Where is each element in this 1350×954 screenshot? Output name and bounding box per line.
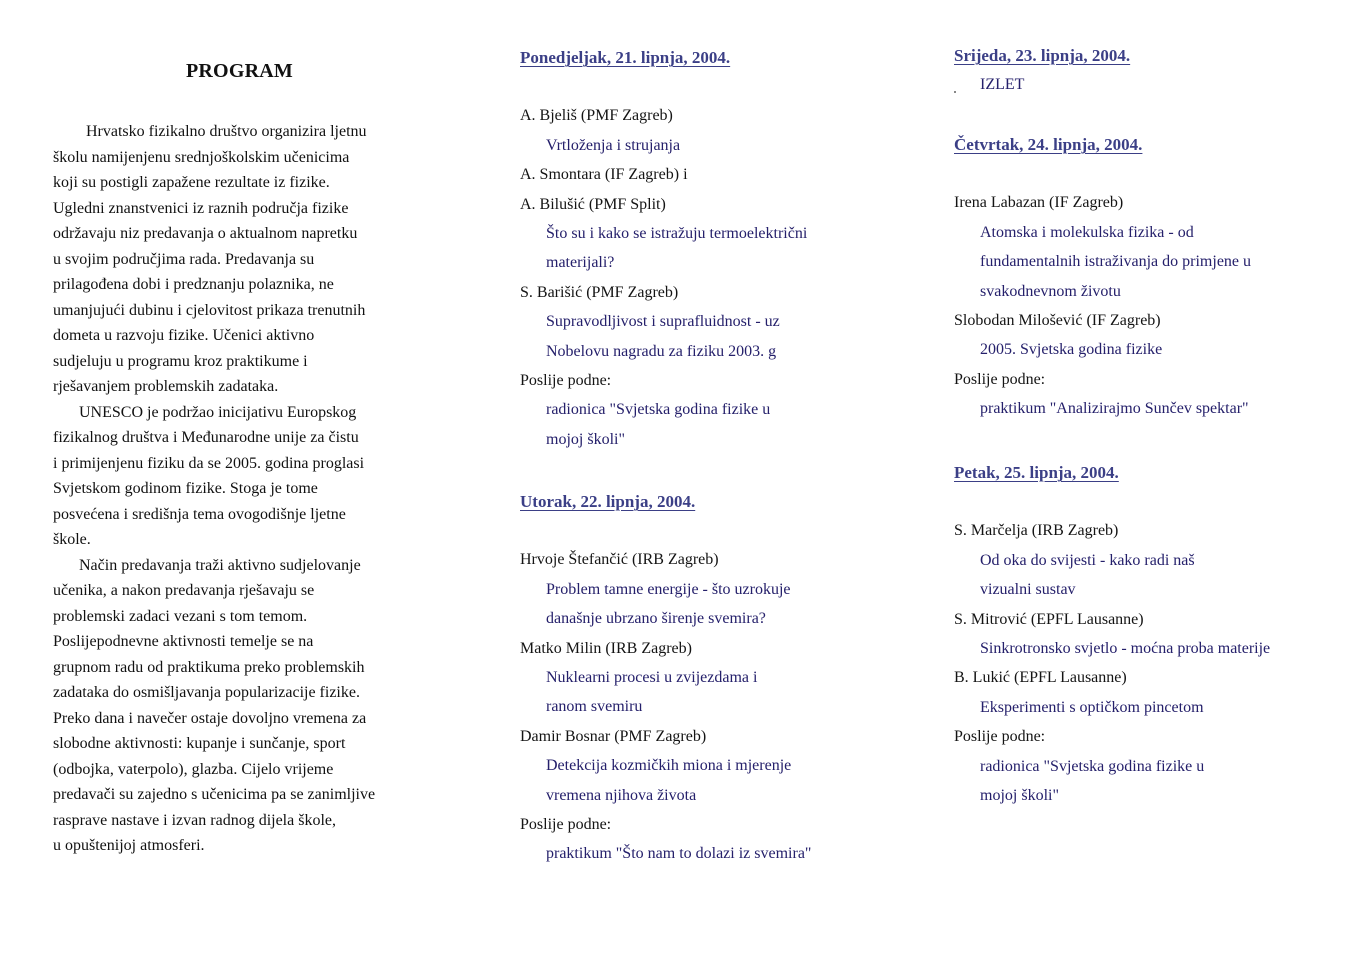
afternoon-label: Poslije podne:: [520, 371, 612, 389]
intro-line: Ugledni znanstvenici iz raznih područja fizike: [53, 199, 349, 217]
intro-line: sudjeluju u programu kroz praktikume i: [53, 352, 308, 370]
day-monday: [520, 43, 880, 454]
day-thursday: [954, 130, 1334, 424]
intro-line: dometa u razvoju fizike. Učenici aktivno: [53, 327, 315, 344]
intro-line: Svjetskom godinom fizike. Stoga je tome: [53, 480, 318, 497]
talk-title: mojoj školi": [980, 786, 1059, 804]
day-heading: Petak, 25. lipnja, 2004.: [954, 463, 1119, 482]
talk-title: vizualni sustav: [980, 581, 1076, 599]
talk-title: praktikum "Što nam to dolazi iz svemira": [546, 845, 812, 863]
talk-title: Nobelovu nagradu za fiziku 2003. g: [546, 342, 777, 360]
day-wednesday: [954, 41, 1334, 99]
talk-title: Vrtloženja i strujanja: [546, 136, 681, 154]
intro-line: Poslijepodnevne aktivnosti temelje se na: [53, 633, 314, 650]
talk-title: Eksperimenti s optičkom pincetom: [980, 698, 1204, 716]
talk-title: Detekcija kozmičkih miona i mjerenje: [546, 757, 792, 775]
intro-line: učenika, a nakon predavanja rješavaju se: [53, 582, 315, 599]
intro-line: škole.: [53, 531, 91, 548]
intro-line: (odbojka, vaterpolo), glazba. Cijelo vrijeme: [53, 760, 334, 778]
speaker-name: Hrvoje Štefančić (IRB Zagreb): [520, 551, 719, 569]
day-heading: Utorak, 22. lipnja, 2004.: [520, 492, 696, 511]
speaker-name: A. Bjeliš (PMF Zagreb): [520, 107, 673, 125]
talk-title: mojoj školi": [546, 430, 625, 448]
intro-line: Preko dana i navečer ostaje dovoljno vremena za: [53, 709, 367, 727]
day-tuesday: [520, 487, 880, 869]
talk-title: vremena njihova života: [546, 786, 697, 804]
intro-line: održavaju niz predavanja o aktualnom napretku: [53, 225, 358, 242]
speaker-name: S. Marčelja (IRB Zagreb): [954, 522, 1119, 540]
intro-line: u opuštenijoj atmosferi.: [53, 837, 205, 854]
speaker-name: S. Mitrović (EPFL Lausanne): [954, 610, 1144, 628]
intro-line: problemski zadaci vezani s tom temom.: [53, 607, 308, 625]
intro-line: prilagođena dobi i predznanju polaznika, ne: [53, 276, 334, 293]
talk-title: radionica "Svjetska godina fizike u: [546, 401, 771, 419]
stray-dot: [954, 91, 956, 93]
intro-line: grupnom radu od praktikuma preko problemskih: [53, 658, 365, 676]
talk-title: IZLET: [980, 76, 1025, 93]
day-friday: [954, 458, 1334, 810]
speaker-name: Irena Labazan (IF Zagreb): [954, 194, 1124, 212]
day-rows: [520, 545, 880, 868]
intro-line: rješavanjem problemskih zadataka.: [53, 378, 279, 395]
intro-line: UNESCO je podržao inicijativu Europskog: [79, 403, 357, 421]
talk-title: materijali?: [546, 254, 615, 272]
talk-title: Supravodljivost i suprafluidnost - uz: [546, 313, 780, 331]
intro-line: u svojim područjima rada. Predavanja su: [53, 250, 315, 268]
speaker-name: B. Lukić (EPFL Lausanne): [954, 669, 1127, 687]
intro-line: umanjujući dubinu i cjelovitost prikaza trenutnih: [53, 301, 366, 319]
intro-line: Način predavanja traži aktivno sudjelovanje: [79, 556, 361, 574]
day-rows: [520, 101, 880, 454]
afternoon-label: Poslije podne:: [520, 815, 612, 833]
intro-line: rasprave nastave i izvan radnog dijela škole,: [53, 811, 336, 829]
afternoon-label: Poslije podne:: [954, 728, 1046, 746]
intro-line: Hrvatsko fizikalno društvo organizira ljetnu: [86, 123, 367, 140]
day-rows: [954, 188, 1334, 423]
talk-title: Od oka do svijesti - kako radi naš: [980, 551, 1195, 569]
intro-line: fizikalnog društva i Međunarodne unije za čistu: [53, 429, 359, 446]
talk-title: svakodnevnom životu: [980, 282, 1121, 300]
talk-title: Problem tamne energije - što uzrokuje: [546, 580, 791, 598]
day-heading: Srijeda, 23. lipnja, 2004.: [954, 46, 1131, 65]
talk-title: ranom svemiru: [546, 698, 643, 716]
talk-title: fundamentalnih istraživanja do primjene u: [980, 253, 1252, 271]
talk-title: Što su i kako se istražuju termoelektrični: [546, 224, 808, 242]
intro-line: zadataka do osmišljavanja popularizacije fizike.: [53, 684, 360, 701]
talk-title: današnje ubrzano širenje svemira?: [546, 610, 766, 628]
day-rows: [954, 70, 1334, 99]
intro-line: slobodne aktivnosti: kupanje i sunčanje, sport: [53, 735, 346, 752]
intro-line: i primijenjenu fiziku da se 2005. godina proglasi: [53, 454, 365, 472]
intro-line: školu namijenjenu srednjoškolskim učenicima: [53, 148, 350, 166]
speaker-name: A. Smontara (IF Zagreb) i: [520, 166, 688, 184]
speaker-name: S. Barišić (PMF Zagreb): [520, 283, 679, 301]
speaker-name: A. Bilušić (PMF Split): [520, 195, 666, 213]
talk-title: praktikum "Analizirajmo Sunčev spektar": [980, 400, 1249, 418]
talk-title: radionica "Svjetska godina fizike u: [980, 757, 1205, 775]
speaker-name: Slobodan Milošević (IF Zagreb): [954, 311, 1161, 329]
talk-title: Sinkrotronsko svjetlo - moćna proba materije: [980, 639, 1271, 657]
talk-title: 2005. Svjetska godina fizike: [980, 341, 1163, 359]
talk-title: Atomska i molekulska fizika - od: [980, 223, 1194, 241]
page-title: PROGRAM: [186, 60, 293, 82]
speaker-name: Matko Milin (IRB Zagreb): [520, 639, 692, 657]
talk-title: Nuklearni procesi u zvijezdama i: [546, 668, 758, 686]
afternoon-label: Poslije podne:: [954, 370, 1046, 388]
intro-text: [53, 119, 433, 859]
intro-line: posvećena i središnja tema ovogodišnje ljetne: [53, 505, 346, 523]
intro-line: koji su postigli zapažene rezultate iz fizike.: [53, 174, 330, 191]
speaker-name: Damir Bosnar (PMF Zagreb): [520, 727, 707, 745]
day-heading: Četvrtak, 24. lipnja, 2004.: [954, 135, 1143, 154]
day-heading: Ponedjeljak, 21. lipnja, 2004.: [520, 48, 731, 67]
day-rows: [954, 516, 1334, 810]
intro-line: predavači su zajedno s učenicima pa se zanimljive: [53, 786, 376, 803]
